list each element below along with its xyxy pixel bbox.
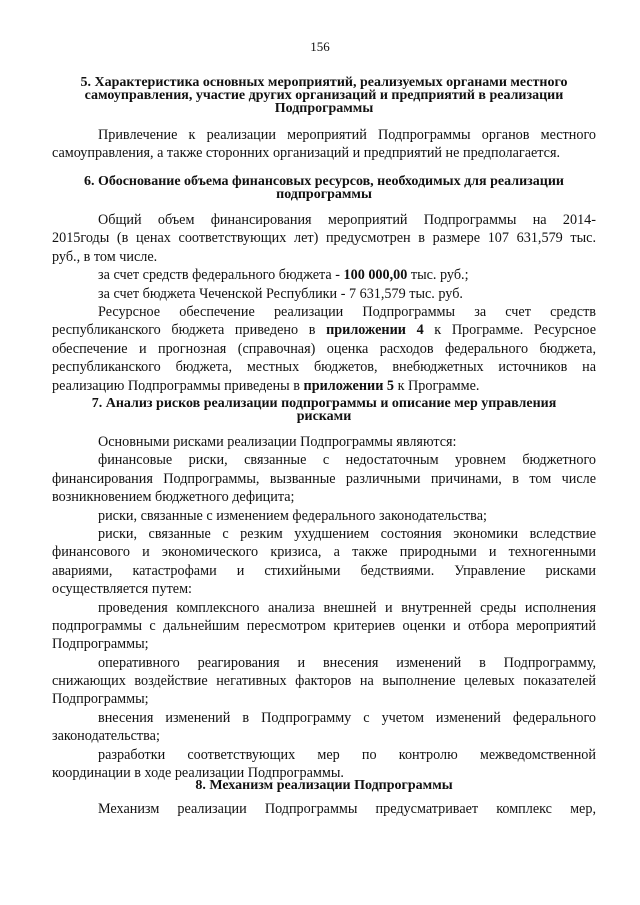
text-line: подпрограммы с дальнейшим пересмотром критериев оценки и отбора мероприятий: [52, 617, 596, 634]
text-line: финансового и экономического кризиса, а также природными и техногенными: [52, 544, 596, 561]
text-line: Основными рисками реализации Подпрограммы являются:: [98, 434, 457, 450]
heading-line: 7. Анализ рисков реализации подпрограммы и описание мер управления: [91, 396, 557, 411]
text-line: риски, связанные с резким ухудшением состояния экономики вследствие: [98, 525, 596, 542]
text-line: авариями, катастрофами и стихийными бедствиями. Управление рисками: [52, 562, 596, 579]
text-fragment: к Программе. Ресурсное: [423, 322, 596, 339]
text-line: Привлечение к реализации мероприятий Подпрограммы органов местного: [98, 127, 596, 143]
text-fragment: тыс. руб.;: [407, 267, 469, 284]
text-line: осуществляется путем:: [52, 581, 192, 598]
text-line: внесения изменений в Подпрограмму с учетом изменений федерального: [98, 709, 596, 726]
funding-chechen-line: за счет бюджета Чеченской Республики - 7 631,579 тыс. руб.: [98, 285, 463, 302]
heading-line: 6. Обоснование объема финансовых ресурсов, необходимых для реализации: [84, 174, 564, 189]
appendix-4-reference: приложении 4: [326, 322, 424, 339]
heading-line: подпрограммы: [276, 187, 372, 202]
section-8-heading: [52, 779, 596, 792]
text-line: 2015годы (в ценах соответствующих лет) предусмотрен в размере 107 631,579 тыс.: [52, 230, 596, 247]
section-6-heading: [52, 175, 596, 201]
section-8-paragraph: [52, 800, 596, 818]
text-line: Общий объем финансирования мероприятий Подпрограммы на 2014-: [98, 212, 596, 228]
text-fragment: к Программе.: [394, 377, 480, 394]
text-line: риски, связанные с изменением федерального законодательства;: [98, 507, 487, 524]
text-line: законодательства;: [52, 728, 160, 745]
funding-federal-amount: 100 000,00: [343, 267, 408, 284]
funding-federal-line: [52, 266, 596, 284]
section-6-paragraph-1: [52, 211, 596, 395]
section-7-paragraphs: [52, 433, 596, 782]
text-line: Механизм реализации Подпрограммы предусматривает комплекс мер,: [98, 801, 596, 817]
text-line: координации в ходе реализации Подпрограммы.: [52, 765, 344, 782]
text-line: снижающих воздействие негативных факторов на выполнение целевых показателей: [52, 673, 596, 690]
section-7-heading: [52, 397, 596, 423]
text-line: финансовые риски, связанные с недостаточным уровнем бюджетного: [98, 452, 596, 469]
page-number: 156: [310, 39, 330, 54]
heading-line: 8. Механизм реализации Подпрограммы: [195, 778, 453, 793]
heading-line: Подпрограммы: [274, 101, 374, 116]
heading-line: рисками: [296, 409, 352, 424]
text-line: Подпрограммы;: [52, 636, 149, 653]
text-line: Подпрограммы;: [52, 691, 149, 708]
text-line: республиканского бюджета, местных бюджетов, внебюджетных источников на: [52, 359, 596, 376]
section-5-heading: [52, 76, 596, 115]
text-line: [52, 321, 596, 339]
text-line: возникновением бюджетного дефицита;: [52, 489, 295, 506]
text-line: Ресурсное обеспечение реализации Подпрограммы за счет средств: [98, 303, 596, 320]
heading-line: 5. Характеристика основных мероприятий, реализуемых органами местного: [80, 75, 568, 90]
text-line: [52, 377, 596, 395]
text-line: обеспечение и прогнозная (справочная) оценка расходов федерального бюджета,: [52, 340, 596, 357]
heading-line: самоуправления, участие других организаций и предприятий в реализации: [84, 88, 564, 103]
text-line: самоуправления, а также сторонних организаций и предприятий не предполагается.: [52, 145, 561, 162]
text-line: оперативного реагирования и внесения изменений в Подпрограмму,: [98, 654, 596, 671]
appendix-5-reference: приложении 5: [303, 377, 395, 394]
section-5-paragraph: [52, 126, 596, 163]
text-line: финансирования Подпрограммы, вызванные различными причинами, в том числе: [52, 470, 596, 487]
text-fragment: за счет средств федерального бюджета -: [98, 267, 344, 284]
text-line: разработки соответствующих мер по контролю межведомственной: [98, 746, 596, 763]
text-line: проведения комплексного анализа внешней и внутренней среды исполнения: [98, 599, 596, 616]
text-fragment: республиканского бюджета приведено в: [52, 322, 327, 339]
text-fragment: реализацию Подпрограммы приведены в: [52, 377, 304, 394]
text-line: руб., в том числе.: [52, 248, 158, 265]
